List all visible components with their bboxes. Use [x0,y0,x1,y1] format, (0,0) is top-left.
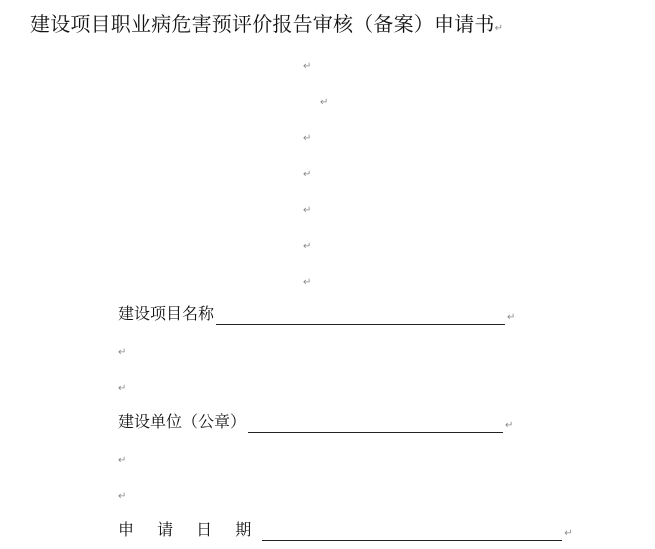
paragraph-mark-icon: ↵ [118,347,127,358]
apply-date-field [118,519,573,541]
paragraph-mark-icon: ↵ [303,241,312,252]
paragraph-mark-icon: ↵ [303,133,312,144]
project-name-field [118,303,515,325]
project-name-label: 建设项目名称 [118,304,215,323]
paragraph-mark-icon: ↵ [303,277,312,288]
apply-date-label: 申 请 日 期 [118,520,261,539]
document-title-text: 建设项目职业病危害预评价报告审核（备案）申请书 [30,12,495,36]
paragraph-mark-icon: ↵ [118,491,127,502]
project-name-input-line[interactable] [216,306,505,325]
unit-name-label: 建设单位（公章） [118,412,247,431]
paragraph-mark-icon: ↵ [494,23,504,34]
paragraph-mark-icon: ↵ [303,205,312,216]
apply-date-input-line[interactable] [262,522,562,541]
paragraph-mark-icon: ↵ [303,169,312,180]
paragraph-mark-icon: ↵ [507,312,516,323]
paragraph-mark-icon: ↵ [118,383,127,394]
paragraph-mark-icon: ↵ [564,528,573,539]
unit-name-field [118,411,513,433]
paragraph-mark-icon: ↵ [505,420,514,431]
paragraph-mark-icon: ↵ [118,455,127,466]
paragraph-mark-icon: ↵ [303,61,312,72]
document-title [30,10,503,38]
paragraph-mark-icon: ↵ [320,97,329,108]
unit-name-input-line[interactable] [248,414,503,433]
